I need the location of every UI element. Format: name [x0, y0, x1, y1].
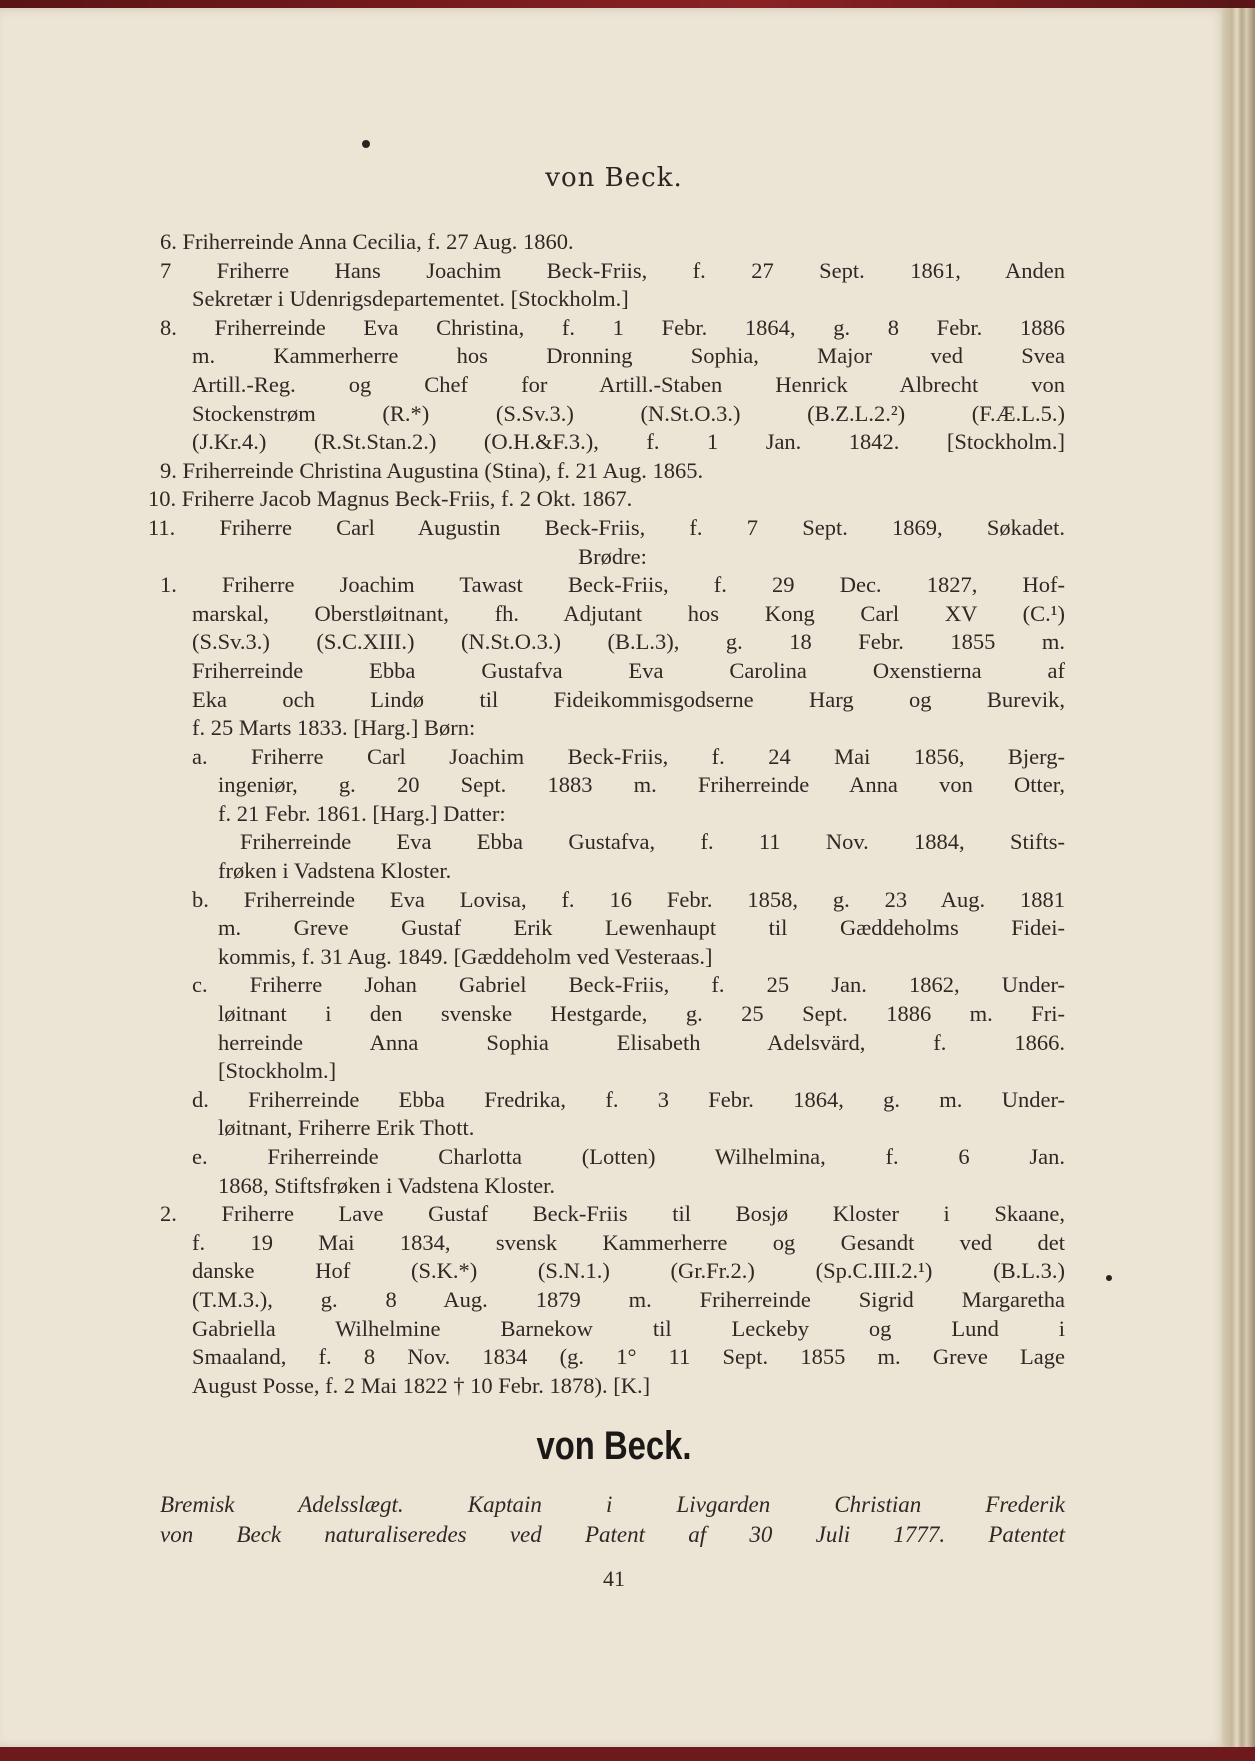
text-line: marskal, Oberstløitnant, fh. Adjutant hos Kong Carl XV (C.¹)	[192, 600, 1065, 626]
intro-line: von Beck naturaliseredes ved Patent af 30 Juli 1777. Patentet	[160, 1522, 1065, 1547]
page-edge	[1222, 8, 1255, 1753]
text-line: Eka och Lindø til Fideikommisgodserne Harg og Burevik,	[192, 686, 1065, 712]
text-line: (T.M.3.), g. 8 Aug. 1879 m. Friherreinde Sigrid Margaretha	[192, 1286, 1065, 1312]
text-line: 6. Friherreinde Anna Cecilia, f. 27 Aug. 1860.	[160, 229, 574, 254]
text-line: 9. Friherreinde Christina Augustina (Stina), f. 21 Aug. 1865.	[160, 457, 704, 483]
ink-speck	[362, 140, 370, 148]
section-title: von Beck.	[536, 1424, 692, 1468]
text-line: Artill.-Reg. og Chef for Artill.-Staben Henrick Albrecht von	[192, 371, 1065, 397]
text-line: a. Friherre Carl Joachim Beck-Friis, f. 24 Mai 1856, Bjerg-	[192, 743, 1065, 769]
text-line: m. Kammerherre hos Dronning Sophia, Major ved Svea	[192, 343, 1065, 369]
text-line: 10. Friherre Jacob Magnus Beck-Friis, f. 2 Okt. 1867.	[148, 486, 633, 512]
text-line: 8. Friherreinde Eva Christina, f. 1 Febr. 1864, g. 8 Febr. 1886	[160, 314, 1065, 340]
text-line: herreinde Anna Sophia Elisabeth Adelsvärd, f. 1866.	[218, 1029, 1065, 1055]
text-line: løitnant, Friherre Erik Thott.	[218, 1115, 475, 1141]
text-line: (J.Kr.4.) (R.St.Stan.2.) (O.H.&F.3.), f. 1 Jan. 1842. [Stockholm.]	[192, 429, 1065, 455]
text-line: f. 19 Mai 1834, svensk Kammerherre og Gesandt ved det	[192, 1229, 1065, 1255]
text-line: m. Greve Gustaf Erik Lewenhaupt til Gæddeholms Fidei-	[218, 915, 1065, 941]
intro-line: Bremisk Adelsslægt. Kaptain i Livgarden Christian Frederik	[160, 1492, 1065, 1517]
text-line: f. 25 Marts 1833. [Harg.] Børn:	[192, 715, 476, 741]
text-line: 1868, Stiftsfrøken i Vadstena Kloster.	[218, 1172, 556, 1198]
text-line: e. Friherreinde Charlotta (Lotten) Wilhelmina, f. 6 Jan.	[192, 1144, 1065, 1169]
text-line: b. Friherreinde Eva Lovisa, f. 16 Febr. 1858, g. 23 Aug. 1881	[192, 886, 1065, 912]
text-line: 2. Friherre Lave Gustaf Beck-Friis til Bosjø Kloster i Skaane,	[160, 1201, 1065, 1227]
text-line: Sekretær i Udenrigsdepartementet. [Stockholm.]	[192, 286, 629, 312]
text-line: f. 21 Febr. 1861. [Harg.] Datter:	[218, 800, 506, 826]
text-line: (S.Sv.3.) (S.C.XIII.) (N.St.O.3.) (B.L.3), g. 18 Febr. 1855 m.	[192, 629, 1065, 655]
text-line: August Posse, f. 2 Mai 1822 † 10 Febr. 1878). [K.]	[192, 1372, 651, 1398]
text-line: løitnant i den svenske Hestgarde, g. 25 Sept. 1886 m. Fri-	[218, 1001, 1065, 1027]
text-line: Stockenstrøm (R.*) (S.Sv.3.) (N.St.O.3.) (B.Z.L.2.²) (F.Æ.L.5.)	[192, 400, 1065, 426]
text-line: Gabriella Wilhelmine Barnekow til Leckeby og Lund i	[192, 1315, 1065, 1341]
bottom-binding-strip	[0, 1747, 1255, 1761]
text-line: Smaaland, f. 8 Nov. 1834 (g. 1° 11 Sept. 1855 m. Greve Lage	[192, 1344, 1065, 1370]
text-line: Friherreinde Eva Ebba Gustafva, f. 11 Nov. 1884, Stifts-	[240, 829, 1065, 855]
text-line: ingeniør, g. 20 Sept. 1883 m. Friherreinde Anna von Otter,	[218, 772, 1065, 798]
text-line: Brødre:	[578, 543, 647, 569]
genealogy-text	[148, 228, 1065, 1400]
page-number: 41	[603, 1566, 625, 1591]
running-head: von Beck.	[545, 163, 683, 193]
text-line: 11. Friherre Carl Augustin Beck-Friis, f. 7 Sept. 1869, Søkadet.	[148, 514, 1065, 540]
text-line: d. Friherreinde Ebba Fredrika, f. 3 Febr. 1864, g. m. Under-	[192, 1086, 1065, 1112]
ink-speck	[1106, 1275, 1112, 1281]
text-line: kommis, f. 31 Aug. 1849. [Gæddeholm ved Vesteraas.]	[218, 943, 713, 969]
text-line: Friherreinde Ebba Gustafva Eva Carolina Oxenstierna af	[192, 657, 1065, 683]
text-line: frøken i Vadstena Kloster.	[218, 858, 452, 884]
section-intro	[160, 1490, 1065, 1550]
text-line: danske Hof (S.K.*) (S.N.1.) (Gr.Fr.2.) (Sp.C.III.2.¹) (B.L.3.)	[192, 1258, 1065, 1284]
text-line: 1. Friherre Joachim Tawast Beck-Friis, f. 29 Dec. 1827, Hof-	[160, 572, 1065, 598]
text-line: c. Friherre Johan Gabriel Beck-Friis, f. 25 Jan. 1862, Under-	[192, 972, 1065, 998]
text-line: 7 Friherre Hans Joachim Beck-Friis, f. 27 Sept. 1861, Anden	[160, 257, 1065, 283]
text-line: [Stockholm.]	[218, 1058, 337, 1084]
